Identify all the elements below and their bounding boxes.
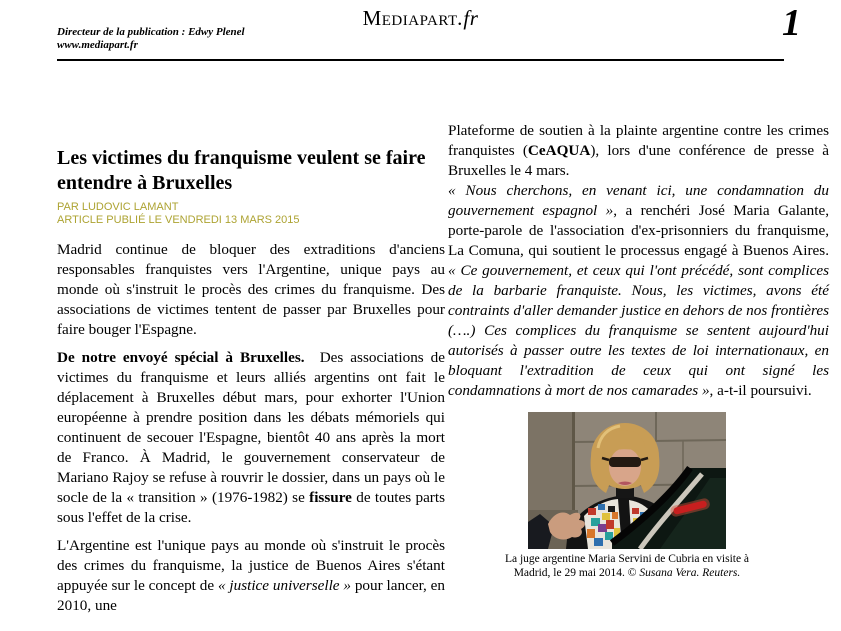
publisher-line: Directeur de la publication : Edwy Plenel: [57, 26, 245, 38]
article-paragraph-quote: « Nous cherchons, en venant ici, une condamnation du gouvernement espagnol », a renchéri José Maria Galante, porte-parole de l'association d'ex-prisonniers du franquisme, La Comuna, qui soutient le processus engagé à Buenos Aires. « Ce gouvernement, et ceux qui l'ont précédé, sont complices de la barbarie franquiste. Nous, les victimes, avons été contraints d'aller demander justice en dehors de nos frontières (….) Ces complices du franquisme se sentent aujourd'hui autorisés à passer outre les textes de loi internationaux, en bloquant l'extradition de ceux qui ont signé les condamnations à mort de nos camarades », a-t-il poursuivi.: [448, 182, 829, 399]
publisher-url: www.mediapart.fr: [57, 39, 138, 51]
article-title: Les victimes du franquisme veulent se faire entendre à Bruxelles: [57, 147, 426, 194]
article-paragraph-envoye: De notre envoyé spécial à Bruxelles. Des associations de victimes du franquisme et leurs alliés argentins ont fait le déplacement à Bruxelles début mars, pour exhorter l'Union européenne à prendre position dans les débats mémoriels qui continuent de secouer l'Espagne, bientôt 40 ans après la mort de Franco. À Madrid, le gouvernement conservateur de Mariano Rajoy se refuse à rouvrir le dossier, dans un pays où le socle de la « transition » (1976-1982) se fissure de toutes parts sous l'effet de la crise.: [57, 349, 445, 526]
photo-illustration: [528, 412, 726, 549]
photo-caption: La juge argentine Maria Servini de Cubria en visite à Madrid, le 29 mai 2014. © Susana Vera. Reuters.: [504, 553, 750, 579]
photo-block: [504, 412, 750, 580]
article-publish-date: ARTICLE PUBLIÉ LE VENDREDI 13 MARS 2015: [57, 214, 300, 226]
article-paragraph-lede: Madrid continue de bloquer des extraditions d'anciens responsables franquistes vers l'Argentine, unique pays au monde où s'instruit le procès des crimes du franquisme. Des associations de victimes tentent de passer par Bruxelles pour faire bouger l'Espagne.: [57, 241, 445, 338]
page-number: 1: [782, 2, 801, 44]
article-paragraph-argentine: L'Argentine est l'unique pays au monde où s'instruit le procès des crimes du franquisme, la justice de Buenos Aires s'étant appuyée sur le concept de « justice universelle » pour lancer, en 2010, une: [57, 537, 445, 614]
right-column: [448, 121, 829, 580]
logo-wordmark: Mediapart: [362, 6, 458, 30]
left-column: [57, 146, 445, 624]
mediapart-logo: [0, 6, 841, 31]
article-paragraph-plateforme: Plateforme de soutien à la plainte argentine contre les crimes franquistes (CeAQUA), lors d'une conférence de presse à Bruxelles le 4 mars.: [448, 122, 829, 179]
article-photo: [528, 412, 726, 549]
logo-suffix: .fr: [457, 6, 479, 30]
article-author: PAR LUDOVIC LAMANT: [57, 201, 179, 213]
header-divider: [57, 59, 784, 61]
